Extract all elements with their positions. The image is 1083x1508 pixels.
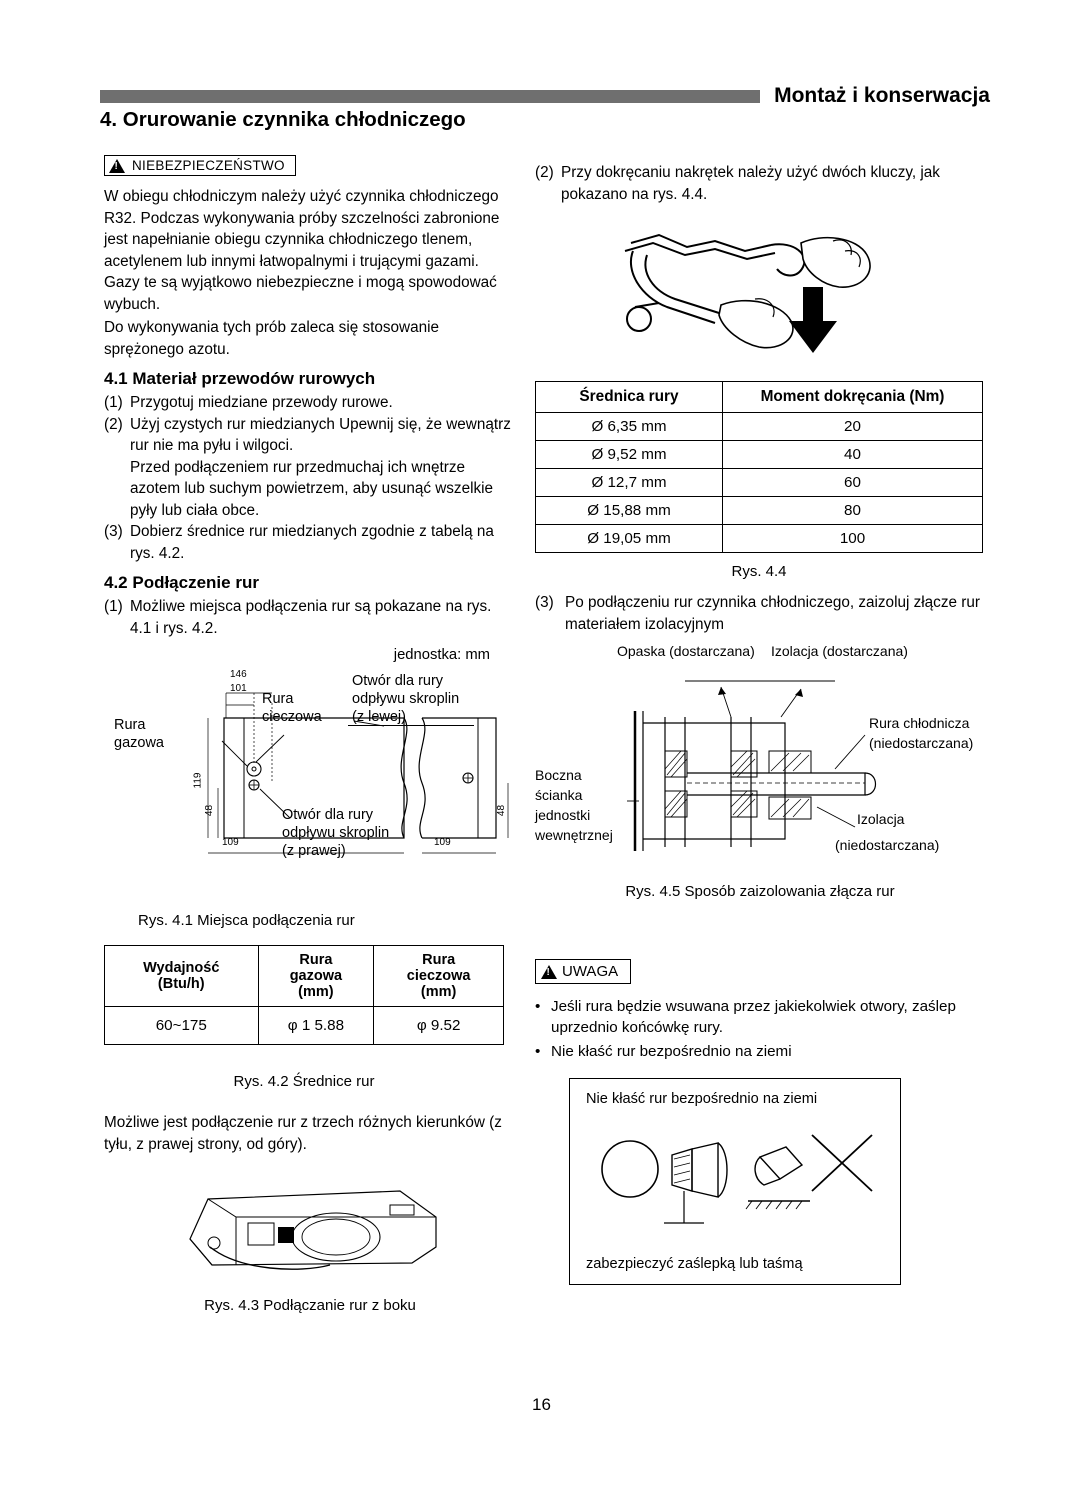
figure-4-5-caption: Rys. 4.5 Sposób zaizolowania złącza rur xyxy=(625,883,895,900)
label-side-wall-line1: Boczna xyxy=(535,767,582,783)
list-item xyxy=(104,392,516,414)
dim-109-right: 109 xyxy=(434,837,451,848)
table-cell: 100 xyxy=(723,525,983,553)
caution-box-bottom-text: zabezpieczyć zaślepką lub taśmą xyxy=(586,1256,803,1272)
table-header-cell xyxy=(374,946,504,1007)
label-drain-right-line3: (z prawej) xyxy=(282,843,346,859)
right-column xyxy=(535,162,985,1285)
list-number: (3) xyxy=(535,594,554,611)
caution-label: UWAGA xyxy=(562,963,619,980)
list-text: Możliwe miejsca podłączenia rur są pokazane na rys. 4.1 i rys. 4.2. xyxy=(130,598,492,637)
figure-4-1 xyxy=(104,647,516,929)
table-cell: Ø 19,05 mm xyxy=(536,525,723,553)
label-side-wall-line2: ścianka xyxy=(535,787,583,803)
chapter-title: 4. Orurowanie czynnika chłodniczego xyxy=(100,108,466,131)
list-text: Po podłączeniu rur czynnika chłodniczego, zaizoluj złącze rur materiałem izolacyjnym xyxy=(565,594,980,633)
table-cell: φ 9.52 xyxy=(374,1007,504,1045)
torque-table xyxy=(535,381,983,553)
table-row xyxy=(536,497,983,525)
caution-illustration-box xyxy=(569,1078,901,1285)
figure-4-5 xyxy=(535,643,985,911)
table-row xyxy=(536,469,983,497)
header-line: gazowa xyxy=(289,968,343,984)
table-header-row xyxy=(536,382,983,413)
caution-badge xyxy=(535,959,631,984)
label-gas-pipe-line1: Rura xyxy=(114,717,146,733)
list-item xyxy=(535,162,985,205)
header-line: Rura xyxy=(422,952,456,968)
section-41-title: 4.1 Materiał przewodów rurowych xyxy=(104,369,376,388)
caution-illustration xyxy=(588,1121,888,1241)
list-text: Przygotuj miedziane przewody rurowe. xyxy=(130,394,393,411)
directions-text: Możliwe jest podłączenie rur z trzech różnych kierunków (z tyłu, z prawej strony, od góry). xyxy=(104,1114,502,1153)
dim-48-left: 48 xyxy=(204,804,216,817)
warning-triangle-icon xyxy=(541,965,557,979)
list-number: (3) xyxy=(104,523,123,540)
table-cell: Ø 6,35 mm xyxy=(536,413,723,441)
list-text: Przy dokręcaniu nakrętek należy użyć dwóch kluczy, jak pokazano na rys. 4.4. xyxy=(561,164,940,203)
dim-48-right: 48 xyxy=(496,804,508,817)
table-cell: φ 1 5.88 xyxy=(258,1007,374,1045)
table-row xyxy=(105,1007,504,1045)
figure-4-2-caption: Rys. 4.2 Średnice rur xyxy=(233,1073,375,1090)
table-header-cell xyxy=(258,946,374,1007)
label-insulation-line1: Izolacja xyxy=(857,811,905,827)
bullet-marker: • xyxy=(535,998,541,1015)
list-item xyxy=(104,596,516,639)
label-refrigerant-pipe-line2: (niedostarczana) xyxy=(869,735,974,751)
left-column xyxy=(104,155,516,1314)
list-text: Przed podłączeniem rur przedmuchaj ich wnętrze azotem lub suchym powietrzem, aby usunąć wszelkie pyły lub ciała obce. xyxy=(130,458,494,519)
table-cell: 60 xyxy=(723,469,983,497)
page-number: 16 xyxy=(532,1395,551,1414)
list-item xyxy=(535,592,985,635)
label-side-wall-line3: jednostki xyxy=(535,807,591,823)
label-drain-right-line1: Otwór dla rury xyxy=(282,807,374,823)
table-cell: 20 xyxy=(723,413,983,441)
list-item xyxy=(130,457,516,522)
label-refrigerant-pipe-line1: Rura chłodnicza xyxy=(869,715,970,731)
table-header-cell: Średnica rury xyxy=(536,382,723,413)
figure-4-1-drawing xyxy=(104,663,516,878)
label-liquid-pipe-line2: cieczowa xyxy=(262,709,322,725)
list-item xyxy=(104,521,516,564)
header-line: (Btu/h) xyxy=(157,976,205,992)
dim-109-left: 109 xyxy=(222,837,239,848)
label-clamp: Opaska (dostarczana) xyxy=(617,643,755,659)
bullet-marker: • xyxy=(535,1043,541,1060)
figure-4-3-drawing xyxy=(150,1169,470,1279)
table-cell: 40 xyxy=(723,441,983,469)
table-header-cell xyxy=(105,946,259,1007)
list-number: (2) xyxy=(104,415,123,433)
header-line: Rura xyxy=(299,952,333,968)
list-text: Dobierz średnice rur miedzianych zgodnie z tabelą na rys. 4.2. xyxy=(130,523,494,562)
table-cell: Ø 9,52 mm xyxy=(536,441,723,469)
bullet-text: Jeśli rura będzie wsuwana przez jakiekolwiek otwory, zaślep uprzednio końcówkę rury. xyxy=(551,998,956,1036)
label-gas-pipe-line2: gazowa xyxy=(114,735,164,751)
bullet-text: Nie kłaść rur bezpośrednio na ziemi xyxy=(551,1043,792,1060)
page-header xyxy=(100,84,990,108)
danger-badge xyxy=(104,155,296,176)
list-text: Użyj czystych rur miedzianych Upewnij się, że wewnątrz rur nie ma pyłu i wilgoci. xyxy=(130,415,511,454)
header-line: (mm) xyxy=(298,984,334,1000)
section-42-title: 4.2 Podłączenie rur xyxy=(104,573,259,592)
label-insulation-supplied: Izolacja (dostarczana) xyxy=(771,643,908,659)
table-row xyxy=(536,441,983,469)
table-cell: Ø 12,7 mm xyxy=(536,469,723,497)
figure-4-4-caption: Rys. 4.4 xyxy=(731,563,787,580)
pipe-size-table xyxy=(104,945,504,1045)
figure-4-1-unit: jednostka: mm xyxy=(393,647,490,663)
header-rule xyxy=(100,90,760,103)
label-drain-right-line2: odpływu skroplin xyxy=(282,825,390,841)
danger-text: W obiegu chłodniczym należy użyć czynnika chłodniczego R32. Podczas wykonywania próby szczelności zabronione jest napełnianie obiegu czynnika chłodniczego tlenem, acetylenem lub innymi łatwopalnymi i trującymi gazami. Gazy te są wyjątkowo niebezpieczne i mogą spowodować wybuch. xyxy=(104,188,500,313)
bullet-item xyxy=(535,1041,985,1062)
label-drain-left-line2: odpływu skroplin xyxy=(352,691,460,707)
header-title: Montaż i konserwacja xyxy=(774,84,990,107)
figure-4-4 xyxy=(535,211,985,371)
header-line: cieczowa xyxy=(406,968,471,984)
danger-label: NIEBEZPIECZEŃSTWO xyxy=(132,158,285,173)
label-drain-left-line1: Otwór dla rury xyxy=(352,673,444,689)
label-liquid-pipe-line1: Rura xyxy=(262,691,294,707)
figure-4-5-drawing xyxy=(535,651,985,881)
figure-4-3-caption: Rys. 4.3 Podłączanie rur z boku xyxy=(204,1297,416,1314)
danger-text-2: Do wykonywania tych prób zaleca się stosowanie sprężonego azotu. xyxy=(104,319,440,358)
dim-146: 146 xyxy=(230,669,247,680)
list-item xyxy=(104,414,516,457)
figure-4-1-caption: Rys. 4.1 Miejsca podłączenia rur xyxy=(138,912,355,929)
list-number: (1) xyxy=(104,394,123,411)
caution-box-top-text: Nie kłaść rur bezpośrednio na ziemi xyxy=(586,1091,818,1107)
table-row xyxy=(536,525,983,553)
table-row xyxy=(536,413,983,441)
table-header-cell: Moment dokręcania (Nm) xyxy=(723,382,983,413)
dim-101: 101 xyxy=(230,683,247,694)
table-cell: 80 xyxy=(723,497,983,525)
dim-119: 119 xyxy=(192,772,204,789)
figure-4-3 xyxy=(104,1169,516,1314)
table-cell: 60~175 xyxy=(105,1007,259,1045)
bullet-item xyxy=(535,996,985,1038)
table-cell: Ø 15,88 mm xyxy=(536,497,723,525)
label-insulation-line2: (niedostarczana) xyxy=(835,837,940,853)
list-number: (1) xyxy=(104,598,123,615)
table-header-row xyxy=(105,946,504,1007)
list-number: (2) xyxy=(535,164,554,181)
header-line: (mm) xyxy=(420,984,457,1000)
label-side-wall-line4: wewnętrznej xyxy=(535,827,613,843)
figure-4-4-drawing xyxy=(595,211,925,371)
label-drain-left-line3: (z lewej) xyxy=(352,709,406,725)
header-line: Wydajność xyxy=(143,960,220,976)
warning-triangle-icon xyxy=(109,159,125,173)
caution-section xyxy=(535,959,985,1285)
